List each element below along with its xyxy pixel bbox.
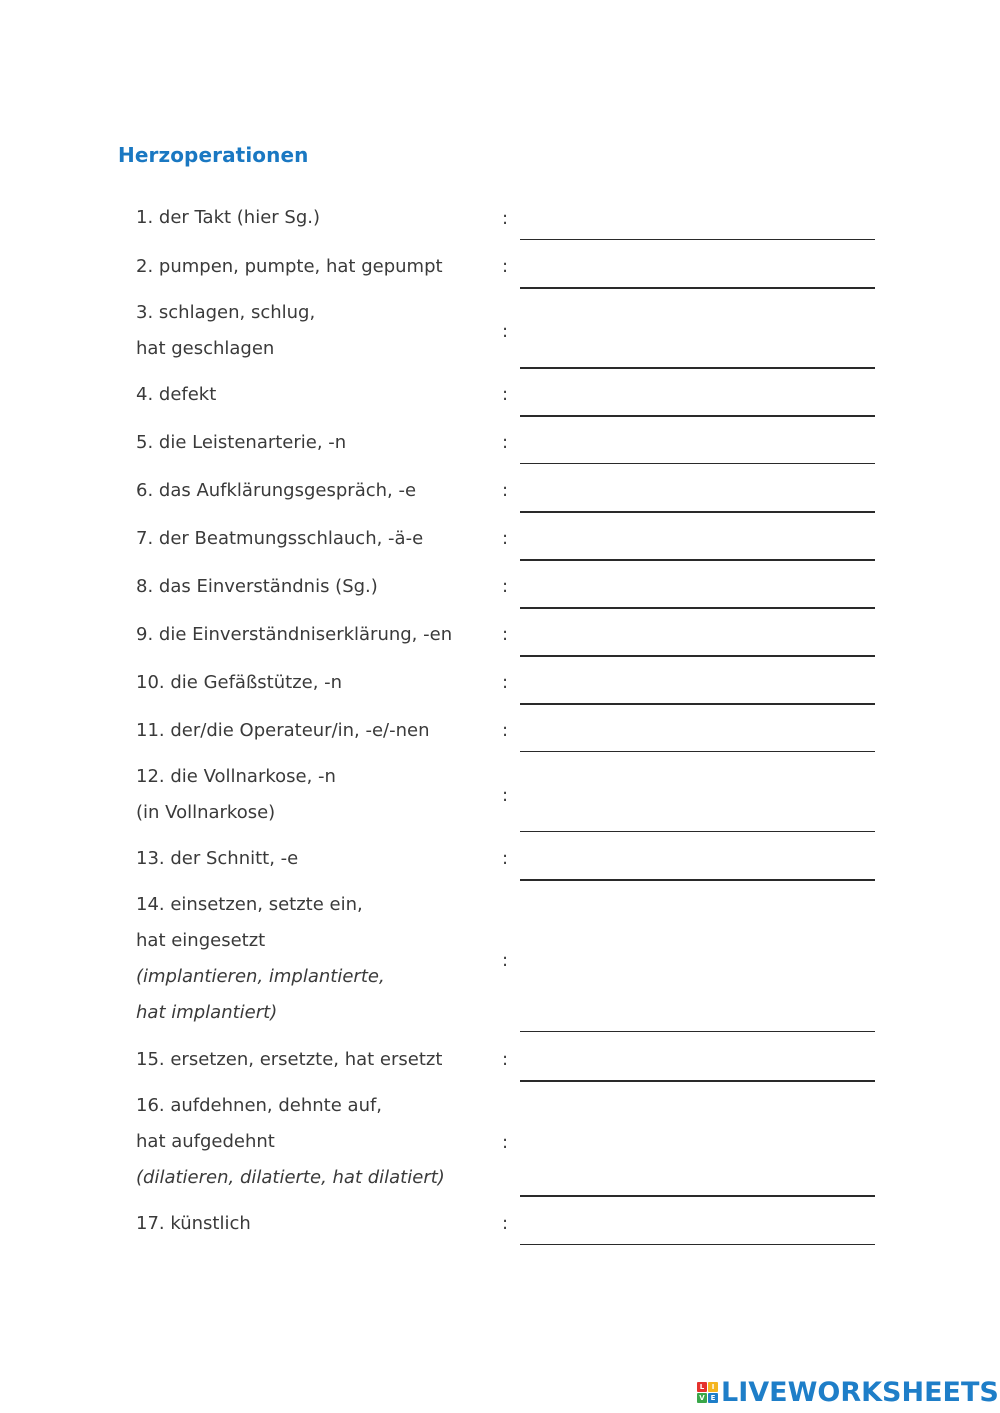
term-text — [136, 473, 496, 509]
term-line: 2. pumpen, pumpte, hat gepumpt — [136, 256, 443, 277]
page-title: Herzoperationen — [118, 143, 309, 167]
term-text — [136, 200, 496, 236]
term-text — [136, 295, 496, 367]
colon-separator: : — [502, 321, 509, 342]
answer-line[interactable] — [520, 1031, 875, 1032]
term-text — [136, 521, 496, 557]
colon-separator: : — [502, 576, 509, 597]
answer-line[interactable] — [520, 1244, 875, 1245]
term-text — [136, 617, 496, 653]
answer-line[interactable] — [520, 559, 875, 561]
colon-separator: : — [502, 480, 509, 501]
term-text — [136, 1206, 496, 1242]
colon-separator: : — [502, 1213, 509, 1234]
answer-line[interactable] — [520, 463, 875, 464]
term-line: (in Vollnarkose) — [136, 802, 276, 823]
colon-separator: : — [502, 624, 509, 645]
colon-separator: : — [502, 432, 509, 453]
term-line: hat eingesetzt — [136, 930, 266, 951]
term-line: 10. die Gefäßstütze, -n — [136, 672, 343, 693]
term-text — [136, 887, 496, 1031]
logo-tile-e: E — [708, 1393, 718, 1403]
answer-line[interactable] — [520, 607, 875, 609]
term-text — [136, 425, 496, 461]
colon-separator: : — [502, 1132, 509, 1153]
colon-separator: : — [502, 1049, 509, 1070]
term-alternative-line: (implantieren, implantierte, — [136, 966, 385, 987]
term-line: 11. der/die Operateur/in, -e/-nen — [136, 720, 430, 741]
term-line: 15. ersetzen, ersetzte, hat ersetzt — [136, 1049, 443, 1070]
colon-separator: : — [502, 848, 509, 869]
term-line: 8. das Einverständnis (Sg.) — [136, 576, 378, 597]
term-text — [136, 1042, 496, 1078]
logo-tile-i: I — [708, 1382, 718, 1392]
liveworksheets-logo — [697, 1377, 999, 1408]
answer-line[interactable] — [520, 239, 875, 240]
colon-separator: : — [502, 672, 509, 693]
term-line: 12. die Vollnarkose, -n — [136, 766, 336, 787]
colon-separator: : — [502, 208, 509, 229]
answer-line[interactable] — [520, 511, 875, 513]
term-line: 6. das Aufklärungsgespräch, -e — [136, 480, 417, 501]
colon-separator: : — [502, 950, 509, 971]
term-line: 13. der Schnitt, -e — [136, 848, 299, 869]
answer-line[interactable] — [520, 1080, 875, 1082]
answer-line[interactable] — [520, 751, 875, 752]
term-text — [136, 249, 496, 285]
colon-separator: : — [502, 528, 509, 549]
answer-line[interactable] — [520, 415, 875, 417]
term-text — [136, 713, 496, 749]
logo-tile-v: V — [697, 1393, 707, 1403]
term-text — [136, 1088, 496, 1196]
answer-line[interactable] — [520, 703, 875, 705]
answer-line[interactable] — [520, 655, 875, 657]
term-line: 17. künstlich — [136, 1213, 251, 1234]
colon-separator: : — [502, 384, 509, 405]
term-text — [136, 759, 496, 831]
term-line: 1. der Takt (hier Sg.) — [136, 207, 320, 228]
colon-separator: : — [502, 256, 509, 277]
term-text — [136, 841, 496, 877]
term-line: 16. aufdehnen, dehnte auf, — [136, 1095, 383, 1116]
term-line: 14. einsetzen, setzte ein, — [136, 894, 363, 915]
brand-name: LIVEWORKSHEETS — [721, 1377, 999, 1408]
term-alternative-line: (dilatieren, dilatierte, hat dilatiert) — [136, 1167, 445, 1188]
term-line: hat aufgedehnt — [136, 1131, 275, 1152]
term-text — [136, 377, 496, 413]
term-line: 4. defekt — [136, 384, 217, 405]
term-line: 9. die Einverständniserklärung, -en — [136, 624, 453, 645]
colon-separator: : — [502, 720, 509, 741]
colon-separator: : — [502, 785, 509, 806]
answer-line[interactable] — [520, 287, 875, 289]
logo-tile-l: L — [697, 1382, 707, 1392]
term-line: 7. der Beatmungsschlauch, -ä-e — [136, 528, 424, 549]
answer-line[interactable] — [520, 831, 875, 832]
term-text — [136, 569, 496, 605]
logo-icon — [697, 1382, 718, 1403]
term-line: 5. die Leistenarterie, -n — [136, 432, 347, 453]
answer-line[interactable] — [520, 367, 875, 369]
term-line: hat geschlagen — [136, 338, 275, 359]
answer-line[interactable] — [520, 879, 875, 881]
term-text — [136, 665, 496, 701]
term-alternative-line: hat implantiert) — [136, 1002, 278, 1023]
answer-line[interactable] — [520, 1195, 875, 1197]
term-line: 3. schlagen, schlug, — [136, 302, 316, 323]
